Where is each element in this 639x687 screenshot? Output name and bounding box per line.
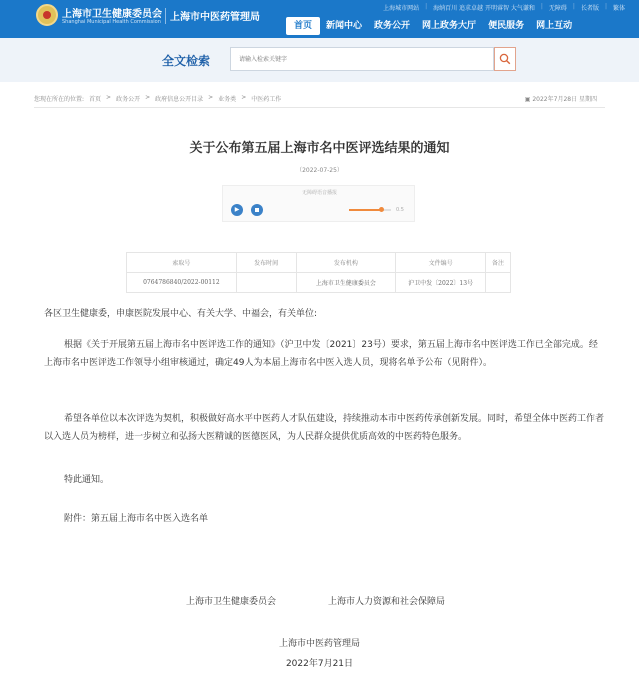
top-link-separator: | [540,3,543,10]
audio-label: 无障碍语音播报 [301,190,337,196]
emblem-icon[interactable] [36,4,58,26]
breadcrumb-home[interactable]: 首页 [89,96,102,103]
search-label: 全文检索 [162,54,211,68]
table-header-row [127,253,511,273]
table-cell [236,273,296,293]
play-icon: ▶ [234,206,240,213]
volume-slider-knob[interactable] [379,207,384,212]
article-title: 关于公布第五届上海市名中医评选结果的通知 [189,141,450,156]
breadcrumb-disclosure-catalog[interactable]: 政府信息公开目录 [155,96,204,103]
breadcrumb-separator: > [208,94,214,101]
publish-date: （2022-07-25） [296,167,343,174]
divider [34,107,605,108]
play-button[interactable] [231,204,243,216]
breadcrumb-bar [0,91,639,105]
search-band [0,38,639,82]
breadcrumb-separator: > [145,94,151,101]
table-header-cell: 索取号 [127,253,237,273]
volume-value: 0.5 [396,207,404,213]
breadcrumb-prefix: 您现在所在的位置: [34,96,85,103]
breadcrumb-separator: > [241,94,247,101]
search-icon [499,53,511,65]
nav-interaction[interactable]: 网上互动 [536,21,573,31]
logo-divider [165,8,166,24]
main-nav [286,17,578,35]
stop-button[interactable] [251,204,263,216]
closing-line: 特此通知。 [64,475,110,485]
search-button[interactable] [494,47,516,71]
site-header [0,0,639,38]
attachment-link[interactable]: 附件：第五届上海市名中医入选名单 [64,514,209,524]
volume-slider[interactable] [349,209,391,211]
breadcrumb-separator: > [106,94,112,101]
breadcrumb-tcm-work[interactable]: 中医药工作 [251,96,282,103]
document-meta-table [126,252,511,293]
nav-gov-affairs[interactable]: 政务公开 [374,21,411,31]
signatory: 上海市中医药管理局 [278,639,360,649]
top-link-separator: | [604,3,607,10]
signature-date: 2022年7月21日 [285,659,354,669]
nav-news[interactable]: 新闻中心 [326,21,363,31]
top-link-separator: | [425,3,428,10]
top-link-accessibility[interactable]: 无障碍 [548,5,567,12]
table-header-cell: 发布机构 [296,253,396,273]
body-paragraph: 根据《关于开展第五届上海市名中医评选工作的通知》（沪卫中发〔2021〕23号）要求，第五届上海市名中医评选工作已全部完成。经上海市名中医评选工作领导小组审核通过，确定49人为本届上海市名中医入选人员，现将名单予公布（见附件）。 [44,340,598,368]
table-cell [486,273,511,293]
current-date [525,94,597,103]
org-title-en: Shanghai Municipal Health Commission [62,19,161,25]
calendar-icon: ▣ [524,96,531,103]
top-link-city-slogan[interactable]: 海纳百川 追求卓越 开明睿智 大气谦和 [433,5,535,12]
top-links [383,3,625,12]
table-header-cell: 发布时间 [236,253,296,273]
nav-services[interactable]: 便民服务 [488,21,525,31]
table-header-cell: 备注 [486,253,511,273]
sub-org-title[interactable]: 上海市中医药管理局 [170,12,260,23]
body-paragraph: 希望各单位以本次评选为契机，积极做好高水平中医药人才队伍建设，持续推动本市中医药传承创新发展。同时，希望全体中医药工作者以入选人员为榜样，进一步树立和弘扬大医精诚的医德医风，为人民群众提供优质高效的中医药特色服务。 [44,414,605,442]
nav-online-hall[interactable]: 网上政务大厅 [422,21,477,31]
top-link-elderly[interactable]: 长者版 [580,5,599,12]
breadcrumb-gov-affairs[interactable]: 政务公开 [116,96,141,103]
volume-slider-fill [349,209,381,211]
top-link-city-portal[interactable]: 上海城市网站 [383,5,420,12]
breadcrumb-business[interactable]: 业务类 [218,96,237,103]
signatory: 上海市卫生健康委员会 [186,597,277,607]
current-date-text: 2022年7月28日 星期四 [532,96,597,103]
salutation: 各区卫生健康委，申康医院发展中心、有关大学、中福会，有关单位: [44,309,318,319]
table-row [127,273,511,293]
table-cell: 沪卫中发〔2022〕13号 [396,273,486,293]
top-link-traditional[interactable]: 繁体 [612,5,625,12]
signatory: 上海市人力资源和社会保障局 [328,597,446,607]
breadcrumb [34,94,281,103]
org-title[interactable]: 上海市卫生健康委员会 [62,9,162,20]
table-cell: 0764786840/2022-00112 [127,273,237,293]
table-cell: 上海市卫生健康委员会 [296,273,396,293]
audio-player [222,185,415,222]
top-link-separator: | [572,3,575,10]
table-header-cell: 文件编号 [396,253,486,273]
search-input[interactable] [230,47,494,71]
nav-home[interactable]: 首页 [286,17,320,35]
